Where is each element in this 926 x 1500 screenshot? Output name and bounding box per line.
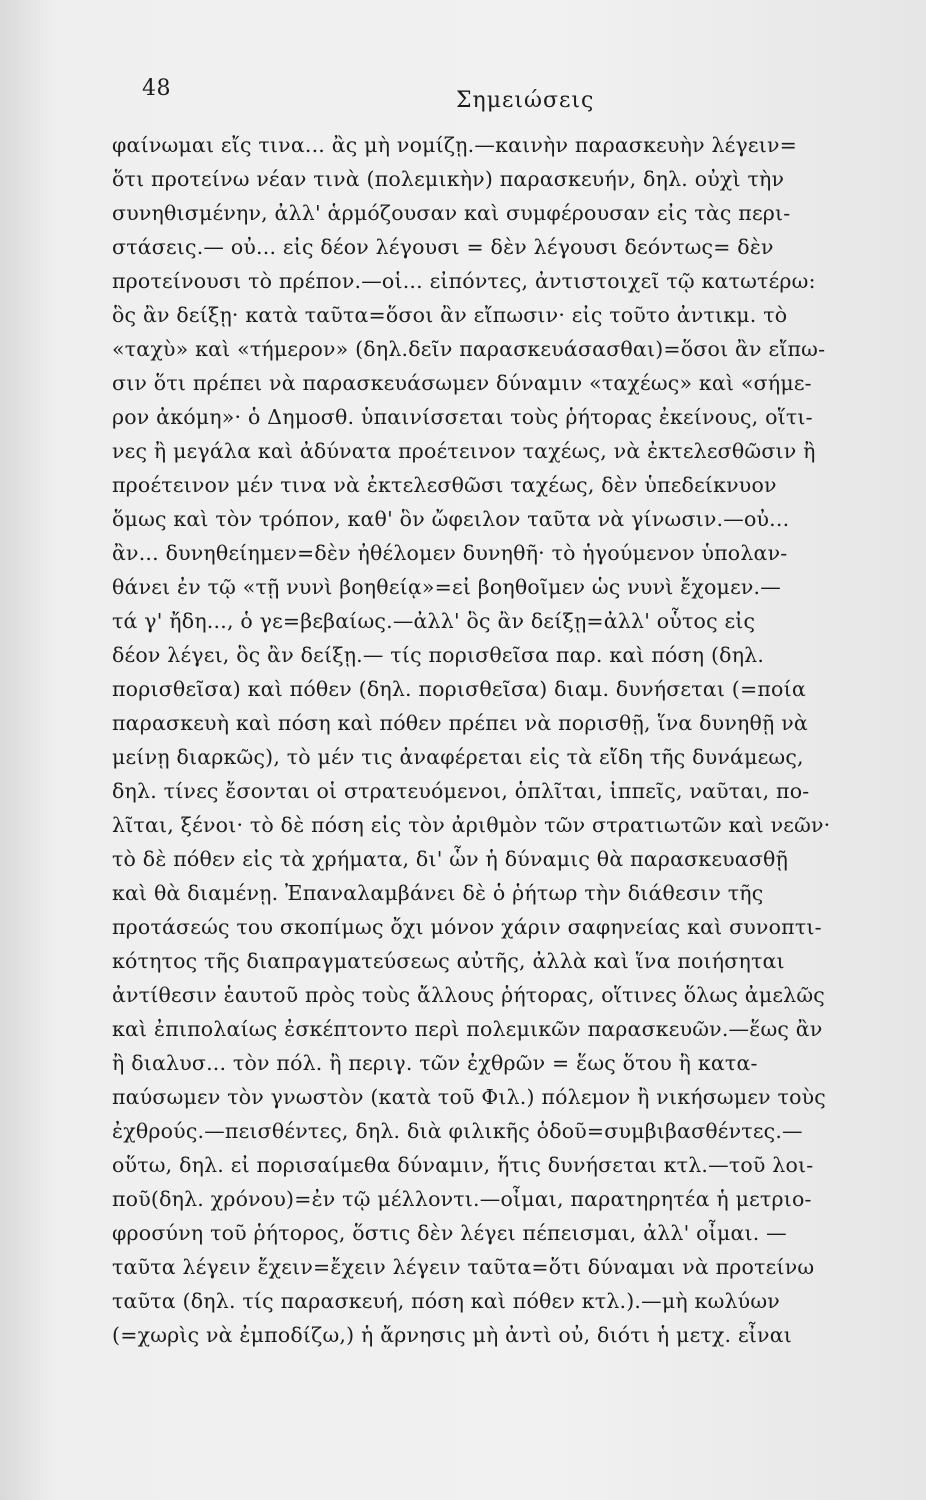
text-line: φαίνωμαι εἴς τινα... ἂς μὴ νομίζῃ.—καινὴν παρασκευὴν λέγειν= (112, 133, 798, 157)
text-line: πορισθεῖσα) καὶ πόθεν (δηλ. πορισθεῖσα) διαμ. δυνήσεται (=ποία (112, 677, 806, 701)
text-line: οὕτω, δηλ. εἰ πορισαίμεθα δύναμιν, ἥτις δυνήσεται κτλ.—τοῦ λοι- (112, 1153, 814, 1177)
text-line: ταῦτα (δηλ. τίς παρασκευή, πόση καὶ πόθεν κτλ.).—μὴ κωλύων (112, 1289, 780, 1313)
text-line: ἀντίθεσιν ἑαυτοῦ πρὸς τοὺς ἄλλους ῥήτορας, οἵτινες ὅλως ἀμελῶς (112, 983, 825, 1007)
text-line: σιν ὅτι πρέπει νὰ παρασκευάσωμεν δύναμιν «ταχέως» καὶ «σήμε- (112, 371, 812, 395)
text-line: προτάσεώς του σκοπίμως ὄχι μόνον χάριν σαφηνείας καὶ συνοπτι- (112, 915, 822, 939)
text-line: δηλ. τίνες ἔσονται οἱ στρατευόμενοι, ὁπλῖται, ἱππεῖς, ναῦται, πο- (112, 779, 810, 803)
text-line: δέον λέγει, ὃς ἂν δείξῃ.— τίς πορισθεῖσα παρ. καὶ πόση (δηλ. (112, 643, 765, 667)
text-line: καὶ θὰ διαμένῃ. Ἐπαναλαμβάνει δὲ ὁ ῥήτωρ τὴν διάθεσιν τῆς (112, 881, 764, 905)
text-line: νες ἢ μεγάλα καὶ ἀδύνατα προέτεινον ταχέως, νὰ ἐκτελεσθῶσιν ἢ (112, 439, 816, 463)
text-line: μείνῃ διαρκῶς), τὸ μέν τις ἀναφέρεται εἰς τὰ εἴδη τῆς δυνάμεως, (112, 745, 804, 769)
text-line: κότητος τῆς διαπραγματεύσεως αὐτῆς, ἀλλὰ καὶ ἵνα ποιήσηται (112, 949, 785, 973)
text-line: (=χωρὶς νὰ ἐμποδίζω,) ἡ ἄρνησις μὴ ἀντὶ οὐ, διότι ἡ μετχ. εἶναι (112, 1323, 792, 1347)
text-line: ἢ διαλυσ... τὸν πόλ. ἢ περιγ. τῶν ἐχθρῶν = ἕως ὅτου ἢ κατα- (112, 1051, 758, 1075)
text-line: τὸ δὲ πόθεν εἰς τὰ χρήματα, δι' ὧν ἡ δύναμις θὰ παρασκευασθῇ (112, 847, 789, 871)
text-line: προέτεινον μέν τινα νὰ ἐκτελεσθῶσι ταχέως, δὲν ὑπεδείκνυον (112, 473, 777, 497)
text-line: παρασκευὴ καὶ πόση καὶ πόθεν πρέπει νὰ πορισθῇ, ἵνα δυνηθῇ νὰ (112, 711, 808, 735)
text-line: ταῦτα λέγειν ἔχειν=ἔχειν λέγειν ταῦτα=ὅτι δύναμαι νὰ προτείνω (112, 1255, 815, 1279)
text-line: ὅτι προτείνω νέαν τινὰ (πολεμικὴν) παρασκευήν, δηλ. οὐχὶ τὴν (112, 167, 785, 191)
text-line: φροσύνη τοῦ ῥήτορος, ὅστις δὲν λέγει πέπεισμαι, ἀλλ' οἶμαι. — (112, 1221, 787, 1245)
text-line: ὅμως καὶ τὸν τρόπον, καθ' ὃν ὤφειλον ταῦτα νὰ γίνωσιν.—οὐ... (112, 507, 790, 531)
text-line: τά γ' ἤδη..., ὁ γε=βεβαίως.—ἀλλ' ὃς ἂν δείξῃ=ἀλλ' οὗτος εἰς (112, 609, 756, 633)
text-line: ἂν... δυνηθείημεν=δὲν ἠθέλομεν δυνηθῆ· τὸ ἡγούμενον ὑπολαν- (112, 541, 788, 565)
text-line: θάνει ἐν τῷ «τῇ νυνὶ βοηθείᾳ»=εἰ βοηθοῖμεν ὡς νυνὶ ἔχομεν.— (112, 575, 781, 599)
text-line: ρον ἀκόμη»· ὁ Δημοσθ. ὑπαινίσσεται τοὺς ῥήτορας ἐκείνους, οἵτι- (112, 405, 813, 429)
text-line: στάσεις.— οὐ... εἰς δέον λέγουσι = δὲν λέγουσι δεόντως= δὲν (112, 235, 774, 259)
text-line: προτείνουσι τὸ πρέπον.—οἱ... εἰπόντες, ἀντιστοιχεῖ τῷ κατωτέρω: (112, 269, 816, 293)
text-line: καὶ ἐπιπολαίως ἐσκέπτοντο περὶ πολεμικῶν παρασκευῶν.—ἕως ἂν (112, 1017, 823, 1041)
text-line: λῖται, ξένοι· τὸ δὲ πόση εἰς τὸν ἀριθμὸν τῶν στρατιωτῶν καὶ νεῶν· (112, 813, 831, 837)
text-line: παύσωμεν τὸν γνωστὸν (κατὰ τοῦ Φιλ.) πόλεμον ἢ νικήσωμεν τοὺς (112, 1085, 826, 1109)
text-line: ὃς ἂν δείξῃ· κατὰ ταῦτα=ὅσοι ἂν εἴπωσιν· εἰς τοῦτο ἀντικμ. τὸ (112, 303, 788, 327)
notes-body-text (112, 128, 882, 1352)
running-head: Σημειώσεις (456, 88, 595, 113)
text-line: ποῦ(δηλ. χρόνου)=ἐν τῷ μέλλοντι.—οἶμαι, παρατηρητέα ἡ μετριο- (112, 1187, 812, 1211)
text-line: ἐχθρούς.—πεισθέντες, δηλ. διὰ φιλικῆς ὁδοῦ=συμβιβασθέντες.— (112, 1119, 803, 1143)
text-line: συνηθισμένην, ἀλλ' ἁρμόζουσαν καὶ συμφέρουσαν εἰς τὰς περι- (112, 201, 791, 225)
text-line: «ταχὺ» καὶ «τήμερον» (δηλ.δεῖν παρασκευάσασθαι)=ὅσοι ἂν εἴπω- (112, 337, 826, 361)
page-number: 48 (142, 76, 171, 101)
